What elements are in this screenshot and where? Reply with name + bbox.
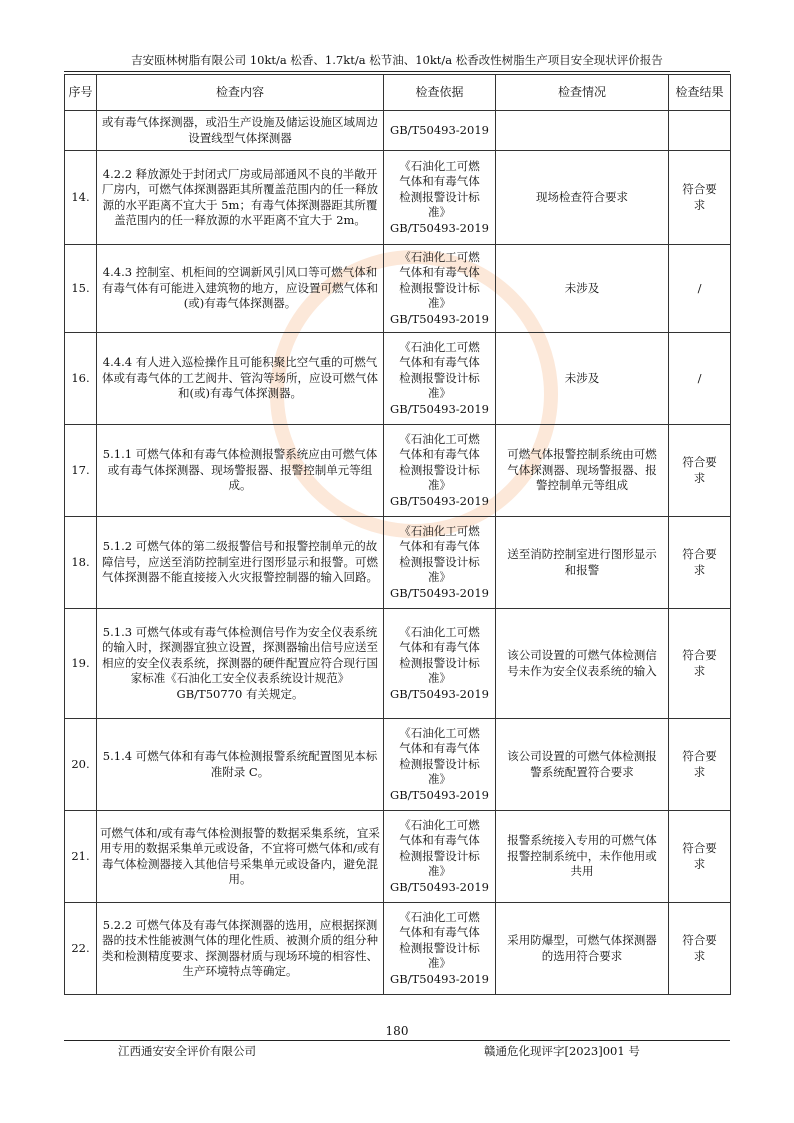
check-basis — [384, 719, 496, 811]
check-basis-line: GB/T50493-2019 — [390, 879, 489, 894]
row-number: 20. — [65, 719, 97, 811]
check-basis-line: 准》 — [428, 956, 451, 971]
check-basis — [384, 111, 496, 151]
check-basis-line: 检测报警设计标 — [399, 189, 480, 204]
check-basis — [384, 151, 496, 245]
check-basis-line: 《石油化工可燃 — [399, 624, 480, 639]
check-basis-line: 《石油化工可燃 — [399, 249, 480, 264]
check-basis — [384, 333, 496, 425]
check-basis-line: 气体和有毒气体 — [399, 539, 480, 554]
check-basis-line: GB/T50493-2019 — [390, 311, 489, 326]
check-basis — [384, 811, 496, 903]
check-conclusion: 符合要求 — [669, 151, 731, 245]
check-basis-line: 《石油化工可燃 — [399, 339, 480, 354]
check-basis-line: GB/T50493-2019 — [390, 220, 489, 235]
check-conclusion: 符合要求 — [669, 811, 731, 903]
check-result-desc: 该公司设置的可燃气体检测信号未作为安全仪表系统的输入 — [496, 609, 669, 719]
check-conclusion: / — [669, 245, 731, 333]
check-basis-line: GB/T50493-2019 — [390, 686, 489, 701]
col-header-content: 检查内容 — [97, 75, 384, 111]
row-number: 18. — [65, 517, 97, 609]
check-basis-line: GB/T50493-2019 — [390, 971, 489, 986]
footer-company: 江西通安安全评价有限公司 — [118, 1044, 256, 1058]
row-number: 17. — [65, 425, 97, 517]
check-result-desc — [496, 111, 669, 151]
table-row — [65, 245, 731, 333]
row-number: 22. — [65, 903, 97, 995]
check-basis-line: 《石油化工可燃 — [399, 725, 480, 740]
check-basis-line: GB/T50493-2019 — [390, 787, 489, 802]
check-basis-line: 气体和有毒气体 — [399, 355, 480, 370]
page-number: 180 — [385, 1024, 409, 1038]
row-number: 15. — [65, 245, 97, 333]
check-conclusion: / — [669, 333, 731, 425]
check-basis-line: 检测报警设计标 — [399, 554, 480, 569]
check-basis-line: 气体和有毒气体 — [399, 741, 480, 756]
footer-doc-number: 赣通危化现评字[2023]001 号 — [484, 1044, 640, 1058]
check-basis-line: 准》 — [428, 772, 451, 787]
check-basis-line: 《石油化工可燃 — [399, 431, 480, 446]
check-basis — [384, 425, 496, 517]
row-number: 21. — [65, 811, 97, 903]
check-basis-line: GB/T50493-2019 — [390, 401, 489, 416]
check-basis-line: 检测报警设计标 — [399, 940, 480, 955]
col-header-conclusion: 检查结果 — [669, 75, 731, 111]
check-content: 4.4.4 有人进入巡检操作且可能积聚比空气重的可燃气体或有毒气体的工艺阀井、管沟等场所，应设可燃气体和(或)有毒气体探测器。 — [97, 333, 384, 425]
check-basis — [384, 517, 496, 609]
check-basis — [384, 903, 496, 995]
check-basis-line: 准》 — [428, 478, 451, 493]
table-row — [65, 111, 731, 151]
check-basis-line: 准》 — [428, 205, 451, 220]
check-result-desc: 送至消防控制室进行图形显示和报警 — [496, 517, 669, 609]
table-row — [65, 517, 731, 609]
check-basis-line: 《石油化工可燃 — [399, 158, 480, 173]
check-basis-line: 气体和有毒气体 — [399, 833, 480, 848]
check-result-desc: 未涉及 — [496, 245, 669, 333]
table-row — [65, 333, 731, 425]
check-content: 5.2.2 可燃气体及有毒气体探测器的选用，应根据探测器的技术性能被测气体的理化性质、被测介质的组分种类和检测精度要求、探测器材质与现场环境的相容性、生产环境特点等确定。 — [97, 903, 384, 995]
check-content: 4.2.2 释放源处于封闭式厂房或局部通风不良的半敞开厂房内，可燃气体探测器距其所覆盖范围内的任一释放源的水平距离不宜大于 5m；有毒气体探测器距其所覆盖范围内的任一释放源的水平距离不宜大于 2m。 — [97, 151, 384, 245]
check-basis-line: 检测报警设计标 — [399, 756, 480, 771]
check-basis-line: 检测报警设计标 — [399, 655, 480, 670]
check-basis-line: 准》 — [428, 386, 451, 401]
check-basis-line: GB/T50493-2019 — [390, 493, 489, 508]
table-row — [65, 151, 731, 245]
check-basis-line: 准》 — [428, 296, 451, 311]
check-basis-line: 检测报警设计标 — [399, 462, 480, 477]
col-header-no: 序号 — [65, 75, 97, 111]
check-basis-line: GB/T50493-2019 — [390, 122, 489, 137]
check-basis-line: 准》 — [428, 864, 451, 879]
row-number: 14. — [65, 151, 97, 245]
check-basis-line: 检测报警设计标 — [399, 280, 480, 295]
check-conclusion: 符合要求 — [669, 425, 731, 517]
check-basis-line: 检测报警设计标 — [399, 370, 480, 385]
check-basis-line: GB/T50493-2019 — [390, 585, 489, 600]
check-result-desc: 可燃气体报警控制系统由可燃气体探测器、现场警报器、报警控制单元等组成 — [496, 425, 669, 517]
check-content: 5.1.3 可燃气体或有毒气体检测信号作为安全仪表系统的输入时，探测器宜独立设置，探测器输出信号应送至相应的安全仪表系统，探测器的硬件配置应符合现行国家标准《石油化工安全仪表系统设计规范》GB/T50770 有关规定。 — [97, 609, 384, 719]
check-basis-line: 气体和有毒气体 — [399, 174, 480, 189]
check-conclusion — [669, 111, 731, 151]
check-content: 5.1.2 可燃气体的第二级报警信号和报警控制单元的故障信号，应送至消防控制室进行图形显示和报警。可燃气体探测器不能直接接入火灾报警控制器的输入回路。 — [97, 517, 384, 609]
check-content: 5.1.4 可燃气体和有毒气体检测报警系统配置图见本标准附录 C。 — [97, 719, 384, 811]
check-basis-line: 《石油化工可燃 — [399, 817, 480, 832]
check-basis-line: 准》 — [428, 671, 451, 686]
table-row — [65, 609, 731, 719]
check-result-desc: 采用防爆型，可燃气体探测器的选用符合要求 — [496, 903, 669, 995]
check-basis-line: 准》 — [428, 570, 451, 585]
check-basis-line: 《石油化工可燃 — [399, 523, 480, 538]
row-number: 19. — [65, 609, 97, 719]
check-basis — [384, 245, 496, 333]
row-number — [65, 111, 97, 151]
page-header: 吉安瓯林树脂有限公司 10kt/a 松香、1.7kt/a 松节油、10kt/a 松香改性树脂生产项目安全现状评价报告 — [131, 53, 663, 67]
check-basis-line: 气体和有毒气体 — [399, 925, 480, 940]
inspection-table — [64, 74, 731, 995]
table-row — [65, 425, 731, 517]
table-row — [65, 719, 731, 811]
check-result-desc: 该公司设置的可燃气体检测报警系统配置符合要求 — [496, 719, 669, 811]
table-row — [65, 811, 731, 903]
check-conclusion: 符合要求 — [669, 903, 731, 995]
check-result-desc: 报警系统接入专用的可燃气体报警控制系统中，未作他用或共用 — [496, 811, 669, 903]
check-content: 4.4.3 控制室、机柜间的空调新风引风口等可燃气体和有毒气体有可能进入建筑物的地方，应设置可燃气体和(或)有毒气体探测器。 — [97, 245, 384, 333]
check-basis-line: 气体和有毒气体 — [399, 640, 480, 655]
table-row — [65, 903, 731, 995]
col-header-result-desc: 检查情况 — [496, 75, 669, 111]
check-conclusion: 符合要求 — [669, 609, 731, 719]
check-conclusion: 符合要求 — [669, 719, 731, 811]
check-content: 可燃气体和/或有毒气体检测报警的数据采集系统，宜采用专用的数据采集单元或设备，不宜将可燃气体和/或有毒气体检测器接入其他信号采集单元或设备内，避免混用。 — [97, 811, 384, 903]
check-basis — [384, 609, 496, 719]
check-basis-line: 检测报警设计标 — [399, 848, 480, 863]
check-basis-line: 气体和有毒气体 — [399, 447, 480, 462]
check-basis-line: 气体和有毒气体 — [399, 265, 480, 280]
check-result-desc: 未涉及 — [496, 333, 669, 425]
col-header-basis: 检查依据 — [384, 75, 496, 111]
check-content: 或有毒气体探测器，或沿生产设施及储运设施区域周边设置线型气体探测器 — [97, 111, 384, 151]
check-content: 5.1.1 可燃气体和有毒气体检测报警系统应由可燃气体或有毒气体探测器、现场警报器、报警控制单元等组成。 — [97, 425, 384, 517]
check-basis-line: 《石油化工可燃 — [399, 909, 480, 924]
row-number: 16. — [65, 333, 97, 425]
table-header-row — [65, 75, 731, 111]
footer-rule — [64, 1040, 730, 1041]
check-conclusion: 符合要求 — [669, 517, 731, 609]
check-result-desc: 现场检查符合要求 — [496, 151, 669, 245]
header-rule — [64, 71, 730, 72]
